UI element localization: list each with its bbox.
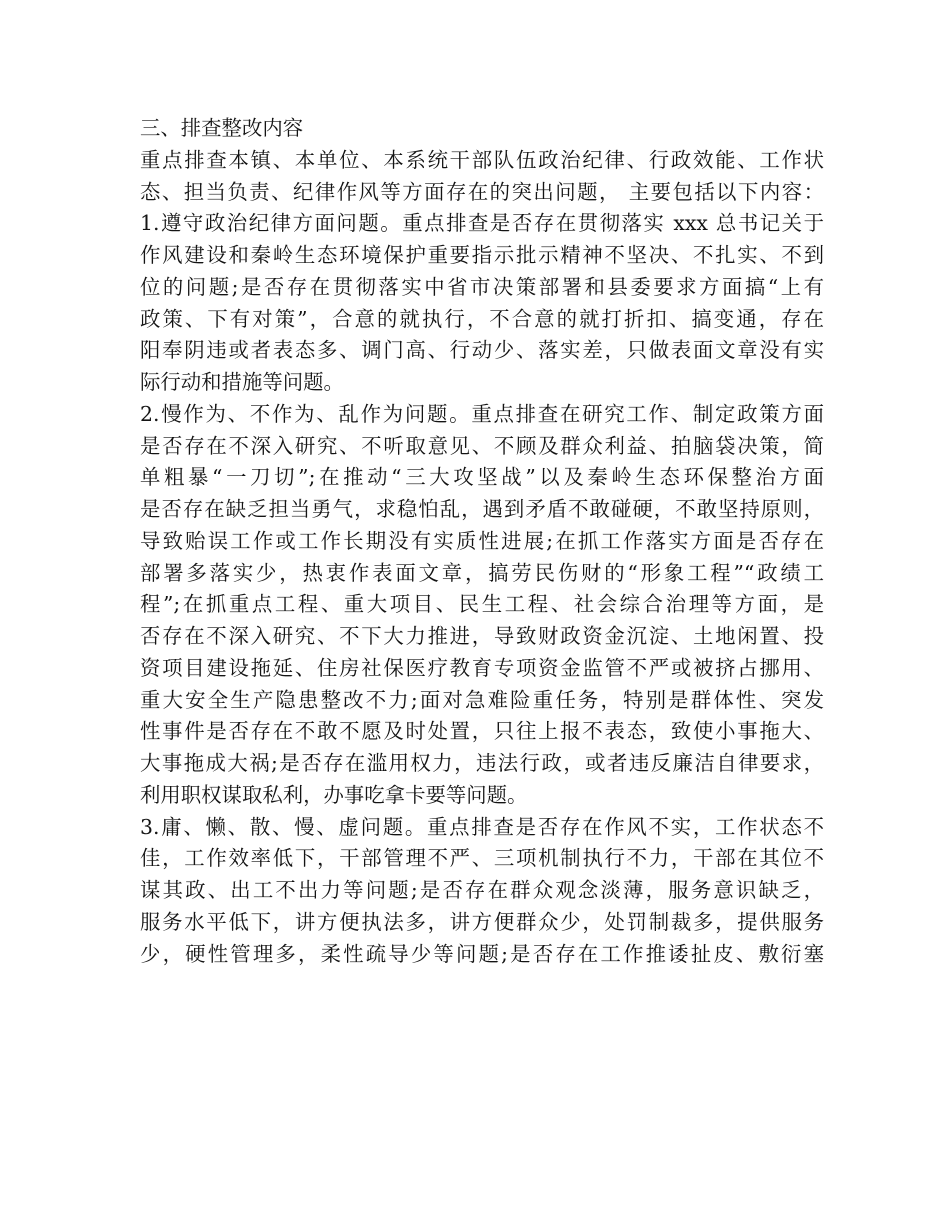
text-line: 佳，工作效率低下，干部管理不严、三项机制执行不力，干部在其位不 (140, 846, 824, 871)
text-line: 2.慢作为、不作为、乱作为问题。重点排查在研究工作、制定政策方面 (140, 401, 824, 426)
section-heading: 三、排查整改内容 (140, 116, 304, 140)
text-line: 1.遵守政治纪律方面问题。重点排查是否存在贯彻落实 xxx 总书记关于 (140, 211, 824, 236)
text-line: 政策、下有对策”，合意的就执行，不合意的就打折扣、搞变通，存在 (140, 306, 824, 331)
text-line: 否存在不深入研究、不下大力推进，导致财政资金沉淀、土地闲置、投 (140, 624, 824, 648)
document-body (140, 113, 824, 970)
text-line: 部署多落实少，热衷作表面文章，搞劳民伤财的“形象工程”“政绩工 (140, 560, 824, 585)
text-line: 利用职权谋取私利，办事吃拿卡要等问题。 (140, 782, 528, 807)
text-line: 重点排查本镇、本单位、本系统干部队伍政治纪律、行政效能、工作状 (140, 147, 824, 172)
text-line: 位的问题;是否存在贯彻落实中省市决策部署和县委要求方面搞“上有 (140, 274, 824, 299)
text-line: 导致贻误工作或工作长期没有实质性进展;在抓工作落实方面是否存在 (140, 528, 824, 553)
text-line: 单粗暴“一刀切”;在推动“三大攻坚战”以及秦岭生态环保整治方面 (140, 465, 824, 490)
text-line: 态、担当负责、纪律作风等方面存在的突出问题， 主要包括以下内容： (140, 179, 824, 204)
text-line: 服务水平低下，讲方便执法多，讲方便群众少，处罚制裁多，提供服务 (140, 909, 824, 934)
text-line: 作风建设和秦岭生态环境保护重要指示批示精神不坚决、不扎实、不到 (140, 243, 824, 267)
text-line: 际行动和措施等问题。 (140, 370, 344, 394)
text-line: 资项目建设拖延、住房社保医疗教育专项资金监管不严或被挤占挪用、 (140, 655, 824, 680)
text-line: 少，硬性管理多，柔性疏导少等问题;是否存在工作推诿扯皮、敷衍塞 (140, 941, 824, 966)
text-line: 是否存在不深入研究、不听取意见、不顾及群众利益、拍脑袋决策，简 (140, 433, 824, 458)
text-line: 程”;在抓重点工程、重大项目、民生工程、社会综合治理等方面，是 (140, 592, 824, 617)
text-line: 3.庸、懒、散、慢、虚问题。重点排查是否存在作风不实，工作状态不 (140, 814, 824, 839)
text-line: 大事拖成大祸;是否存在滥用权力，违法行政，或者违反廉洁自律要求， (140, 751, 824, 775)
text-line: 性事件是否存在不敢不愿及时处置，只往上报不表态，致使小事拖大、 (140, 719, 824, 744)
text-line: 是否存在缺乏担当勇气，求稳怕乱，遇到矛盾不敢碰硬，不敢坚持原则， (140, 497, 824, 521)
text-line: 重大安全生产隐患整改不力;面对急难险重任务，特别是群体性、突发 (140, 687, 824, 712)
text-line: 谋其政、出工不出力等问题;是否存在群众观念淡薄，服务意识缺乏， (140, 878, 824, 902)
text-line: 阳奉阴违或者表态多、调门高、行动少、落实差，只做表面文章没有实 (140, 338, 824, 363)
